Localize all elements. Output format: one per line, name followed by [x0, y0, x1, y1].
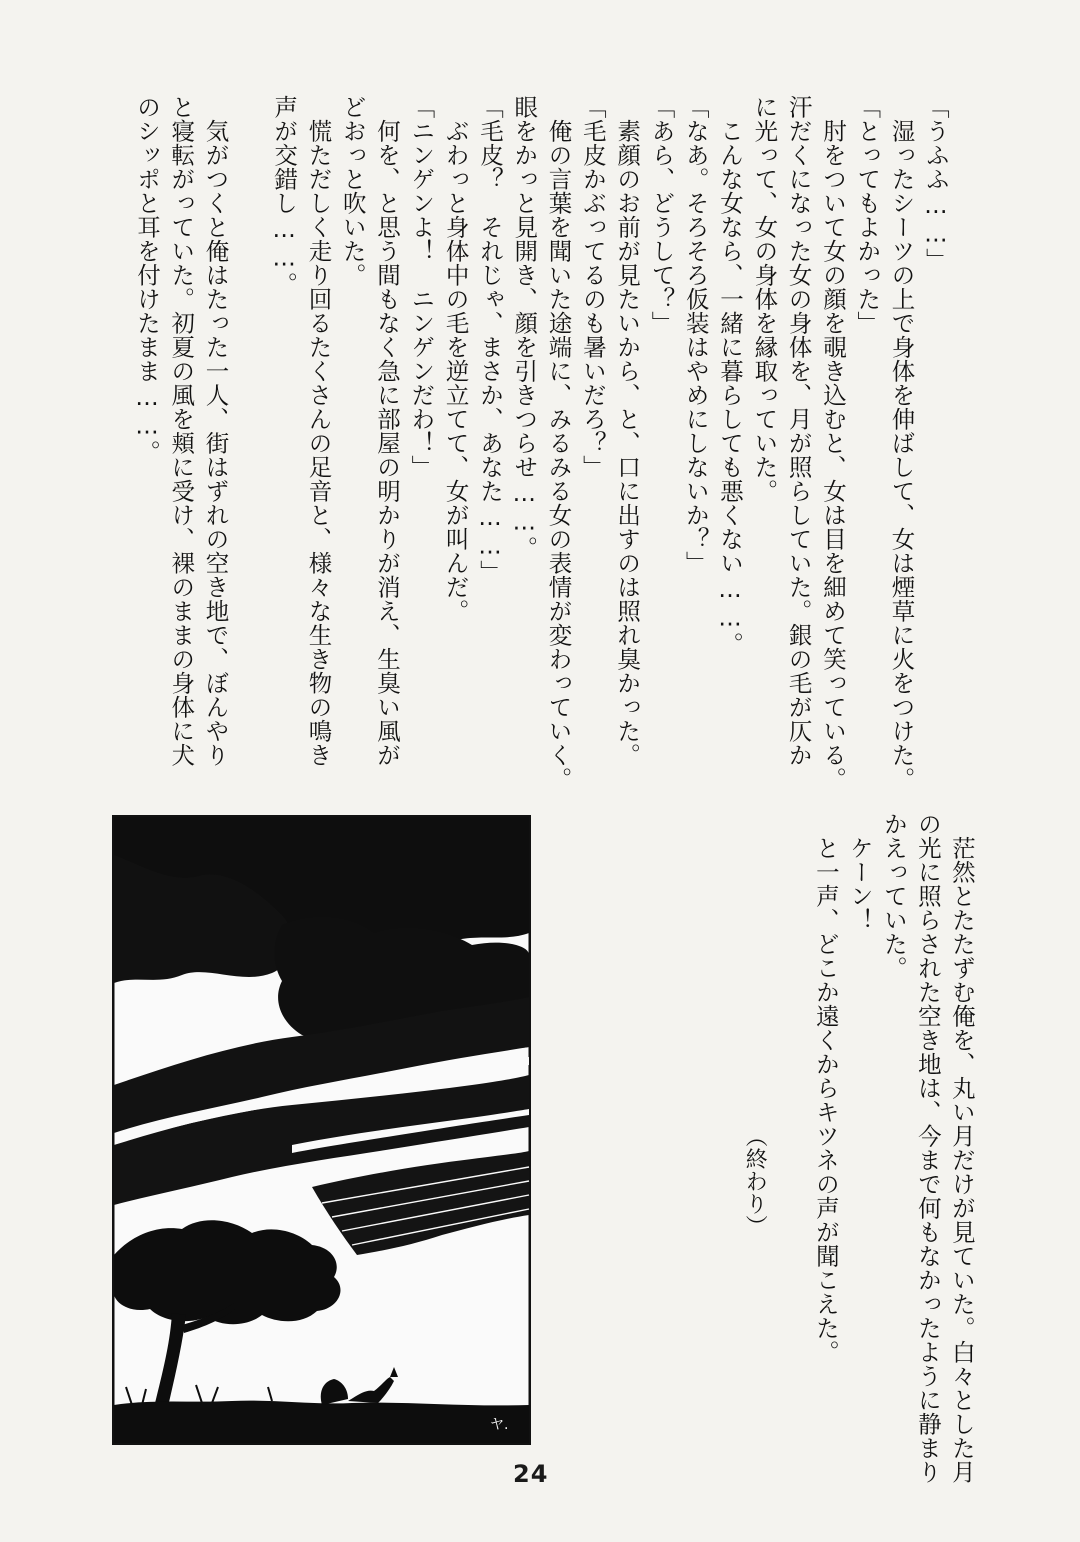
text-line: 俺の言葉を聞いた途端に、みるみる女の表情が変わっていく。: [544, 95, 573, 791]
text-line: の光に照らされた空き地は、今まで何もなかったように静まり: [913, 812, 942, 1484]
text-line: こんな女なら、一緒に暮らしても悪くない……。: [716, 95, 745, 656]
text-line: 「うふふ……」: [921, 95, 950, 272]
text-line: 「毛皮かぶってるのも暑いだろ？」: [578, 95, 607, 479]
text-line: 何を、と思う間もなく急に部屋の明かりが消え、生臭い風が: [373, 95, 402, 767]
text-line: 「あら、どうして？」: [647, 95, 676, 335]
text-line: 眼をかっと見開き、顔を引きつらせ……。: [510, 95, 539, 560]
text-line: 「ニンゲンよ！ ニンゲンだわ！」: [407, 95, 436, 479]
text-line: 湿ったシーツの上で身体を伸ばして、女は煙草に火をつけた。: [887, 95, 916, 791]
text-line: かえっていた。: [879, 812, 908, 980]
text-line: 「なあ。そろそろ仮装はやめにしないか？」: [681, 95, 710, 575]
text-line: 肘をついて女の顔を覗き込むと、女は目を細めて笑っている。: [818, 95, 847, 791]
text-line: 「毛皮？ それじゃ、まさか、あなた……」: [475, 95, 504, 584]
text-line: のシッポと耳を付けたまま……。: [132, 95, 161, 464]
text-line: と寝転がっていた。初夏の風を頬に受け、裸のままの身体に犬: [167, 95, 196, 767]
text-line: どおっと吹いた。: [338, 95, 367, 287]
text-line: 気がつくと俺はたった一人、街はずれの空き地で、ぼんやり: [201, 95, 230, 767]
text-line: 汗だくになった女の身体を、月が照らしていた。銀の毛が仄か: [784, 95, 813, 767]
text-line: 素顔のお前が見たいから、と、口に出すのは照れ臭かった。: [613, 95, 642, 767]
text-line: 「とってもよかった」: [853, 95, 882, 335]
text-line: 茫然とたたずむ俺を、丸い月だけが見ていた。白々とした月: [947, 812, 976, 1484]
text-line: ぶわっと身体中の毛を逆立てて、女が叫んだ。: [441, 95, 470, 623]
text-line: ケーン！: [845, 812, 874, 932]
text-line: 声が交錯し……。: [270, 95, 299, 296]
text-line: に光って、女の身体を縁取っていた。: [750, 95, 779, 503]
ending-mark: （終わり）: [742, 1125, 768, 1238]
night-scene-illustration: [112, 815, 531, 1445]
text-line: と一声、どこか遠くからキツネの声が聞こえた。: [811, 812, 840, 1364]
page-number: 24: [513, 1460, 549, 1488]
artist-signature: ヤ.: [490, 1417, 509, 1433]
text-line: 慌ただしく走り回るたくさんの足音と、様々な生き物の鳴き: [304, 95, 333, 767]
